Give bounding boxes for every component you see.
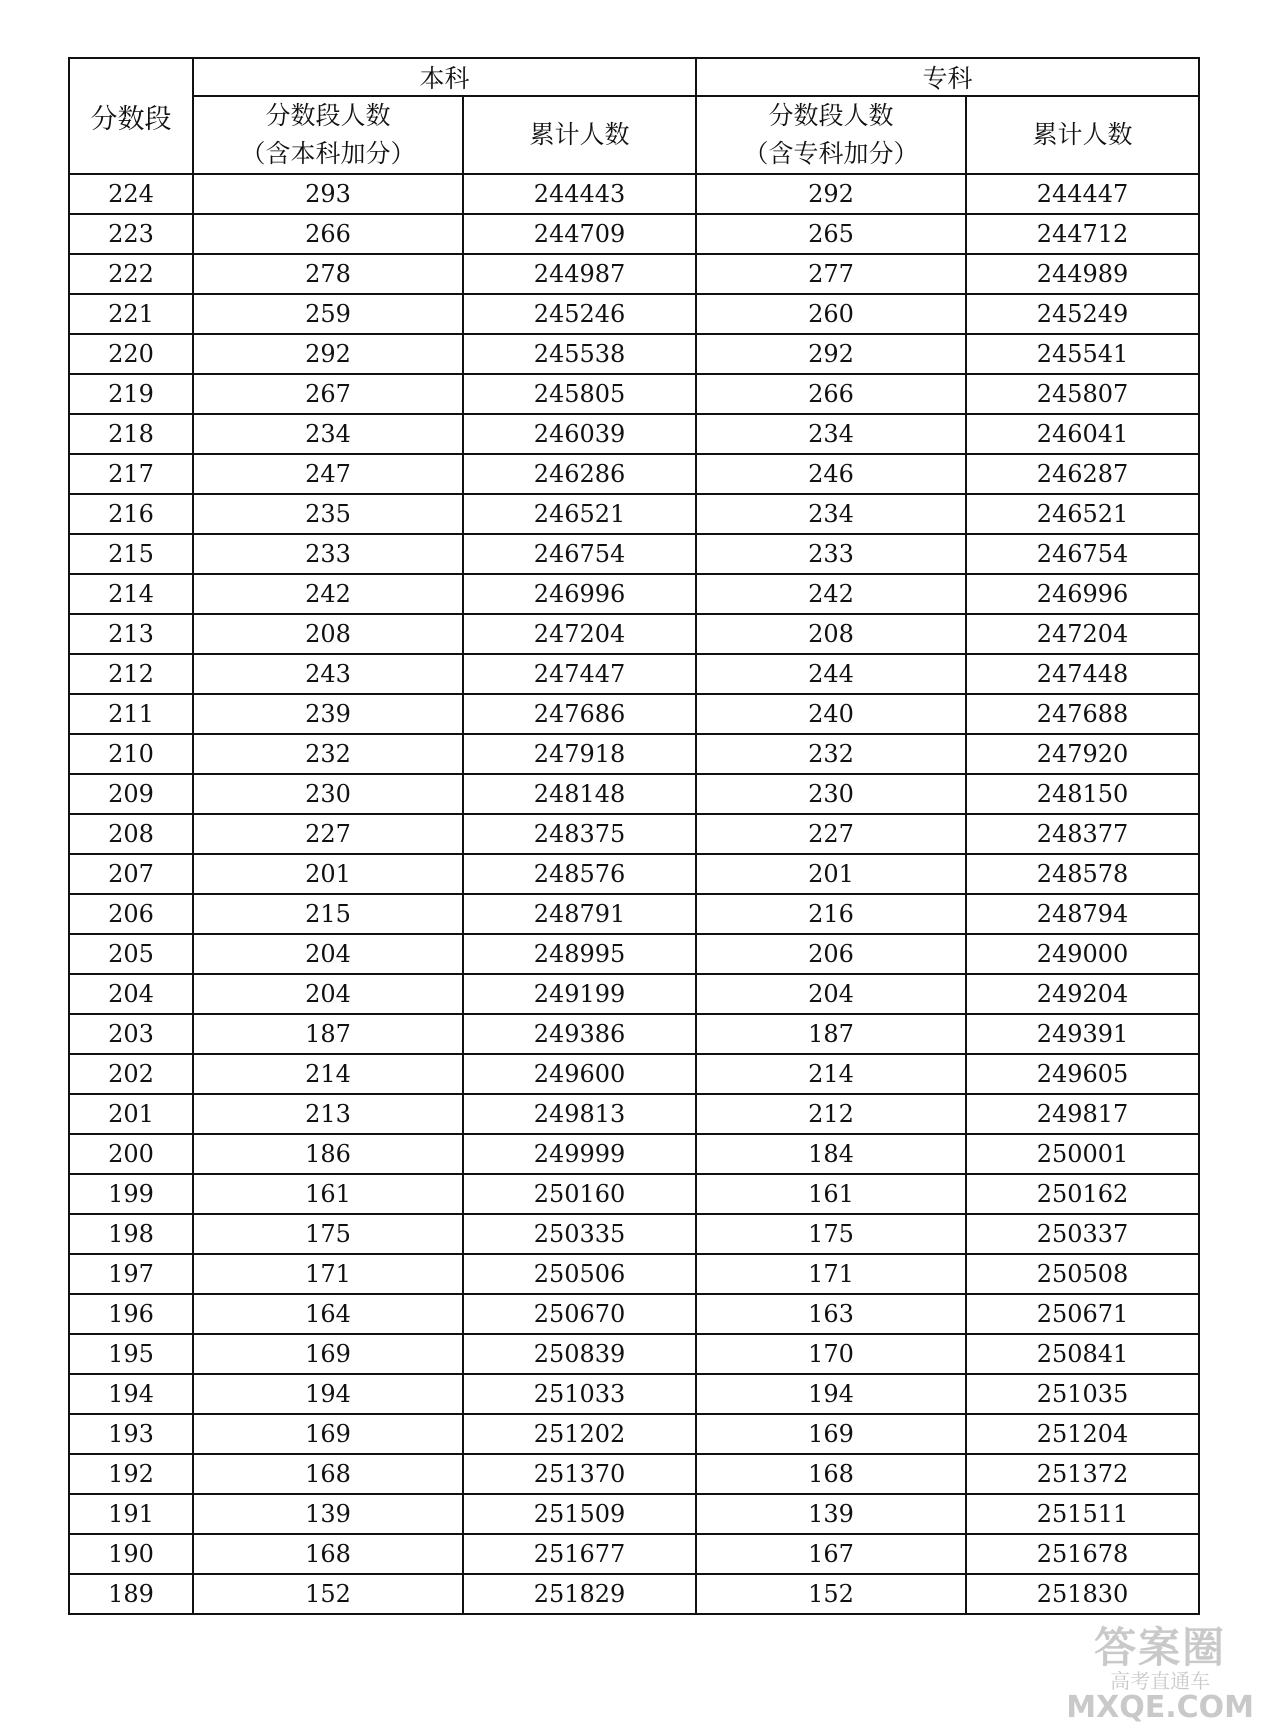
college-cumulative-cell: 250001 [966, 1134, 1199, 1174]
header-score-segment: 分数段 [69, 58, 193, 174]
college-count-cell: 187 [696, 1014, 966, 1054]
undergrad-cumulative-cell: 251829 [463, 1574, 696, 1614]
college-count-cell: 265 [696, 214, 966, 254]
undergrad-cumulative-cell: 244709 [463, 214, 696, 254]
college-count-cell: 184 [696, 1134, 966, 1174]
undergrad-cumulative-cell: 250506 [463, 1254, 696, 1294]
table-row [69, 174, 1199, 214]
college-count-cell: 201 [696, 854, 966, 894]
score-cell: 212 [69, 654, 193, 694]
college-count-cell: 216 [696, 894, 966, 934]
undergrad-count-cell: 214 [193, 1054, 463, 1094]
header-college-cumulative: 累计人数 [966, 96, 1199, 174]
college-count-cell: 266 [696, 374, 966, 414]
college-cumulative-cell: 248150 [966, 774, 1199, 814]
score-cell: 190 [69, 1534, 193, 1574]
undergrad-count-cell: 243 [193, 654, 463, 694]
college-count-cell: 234 [696, 414, 966, 454]
undergrad-count-cell: 234 [193, 414, 463, 454]
header-undergrad-count-line2: （含本科加分） [240, 139, 416, 168]
college-cumulative-cell: 249000 [966, 934, 1199, 974]
watermark-url: MXQE.COM [1066, 1690, 1254, 1725]
watermark-subtitle: 高考直通车 [1110, 1669, 1211, 1693]
watermark [1066, 1623, 1254, 1725]
score-cell: 221 [69, 294, 193, 334]
college-count-cell: 214 [696, 1054, 966, 1094]
table-row [69, 574, 1199, 614]
undergrad-count-cell: 168 [193, 1454, 463, 1494]
college-cumulative-cell: 246521 [966, 494, 1199, 534]
undergrad-count-cell: 239 [193, 694, 463, 734]
table-row [69, 734, 1199, 774]
header-undergrad-count-line1: 分数段人数 [265, 101, 391, 130]
header-undergrad-count [193, 96, 463, 174]
undergrad-count-cell: 227 [193, 814, 463, 854]
score-cell: 211 [69, 694, 193, 734]
college-cumulative-cell: 244989 [966, 254, 1199, 294]
undergrad-cumulative-cell: 248791 [463, 894, 696, 934]
college-count-cell: 175 [696, 1214, 966, 1254]
table-row [69, 1254, 1199, 1294]
undergrad-count-cell: 278 [193, 254, 463, 294]
table-row [69, 1534, 1199, 1574]
undergrad-count-cell: 187 [193, 1014, 463, 1054]
table-row [69, 1334, 1199, 1374]
score-cell: 223 [69, 214, 193, 254]
college-cumulative-cell: 250337 [966, 1214, 1199, 1254]
score-cell: 197 [69, 1254, 193, 1294]
undergrad-cumulative-cell: 250160 [463, 1174, 696, 1214]
table-row [69, 614, 1199, 654]
undergrad-cumulative-cell: 249199 [463, 974, 696, 1014]
college-count-cell: 169 [696, 1414, 966, 1454]
table-row [69, 1494, 1199, 1534]
college-count-cell: 227 [696, 814, 966, 854]
college-cumulative-cell: 244712 [966, 214, 1199, 254]
table-row [69, 1454, 1199, 1494]
college-cumulative-cell: 245807 [966, 374, 1199, 414]
college-cumulative-cell: 246754 [966, 534, 1199, 574]
college-cumulative-cell: 251204 [966, 1414, 1199, 1454]
undergrad-count-cell: 235 [193, 494, 463, 534]
college-cumulative-cell: 251678 [966, 1534, 1199, 1574]
undergrad-count-cell: 267 [193, 374, 463, 414]
college-cumulative-cell: 251035 [966, 1374, 1199, 1414]
undergrad-count-cell: 168 [193, 1534, 463, 1574]
college-cumulative-cell: 247204 [966, 614, 1199, 654]
table-row [69, 1414, 1199, 1454]
undergrad-cumulative-cell: 246039 [463, 414, 696, 454]
score-cell: 216 [69, 494, 193, 534]
table-row [69, 1294, 1199, 1334]
score-cell: 201 [69, 1094, 193, 1134]
table-row [69, 654, 1199, 694]
undergrad-count-cell: 230 [193, 774, 463, 814]
undergrad-count-cell: 169 [193, 1414, 463, 1454]
undergrad-cumulative-cell: 250839 [463, 1334, 696, 1374]
score-cell: 196 [69, 1294, 193, 1334]
undergrad-cumulative-cell: 248576 [463, 854, 696, 894]
college-count-cell: 233 [696, 534, 966, 574]
undergrad-count-cell: 208 [193, 614, 463, 654]
score-cell: 204 [69, 974, 193, 1014]
score-cell: 214 [69, 574, 193, 614]
table-row [69, 1214, 1199, 1254]
score-cell: 220 [69, 334, 193, 374]
undergrad-cumulative-cell: 248995 [463, 934, 696, 974]
table-row [69, 1014, 1199, 1054]
college-cumulative-cell: 247688 [966, 694, 1199, 734]
score-cell: 189 [69, 1574, 193, 1614]
table-row [69, 254, 1199, 294]
table-row [69, 334, 1199, 374]
college-count-cell: 170 [696, 1334, 966, 1374]
undergrad-cumulative-cell: 246286 [463, 454, 696, 494]
college-cumulative-cell: 250508 [966, 1254, 1199, 1294]
college-count-cell: 208 [696, 614, 966, 654]
college-cumulative-cell: 251511 [966, 1494, 1199, 1534]
college-cumulative-cell: 247448 [966, 654, 1199, 694]
watermark-logo: 答案圈 [1094, 1623, 1227, 1672]
undergrad-cumulative-cell: 251370 [463, 1454, 696, 1494]
score-cell: 205 [69, 934, 193, 974]
college-count-cell: 152 [696, 1574, 966, 1614]
undergrad-cumulative-cell: 249813 [463, 1094, 696, 1134]
undergrad-count-cell: 266 [193, 214, 463, 254]
undergrad-cumulative-cell: 250335 [463, 1214, 696, 1254]
score-cell: 219 [69, 374, 193, 414]
college-count-cell: 230 [696, 774, 966, 814]
score-cell: 198 [69, 1214, 193, 1254]
undergrad-cumulative-cell: 251202 [463, 1414, 696, 1454]
table-row [69, 534, 1199, 574]
college-cumulative-cell: 246996 [966, 574, 1199, 614]
header-college-count-line2: （含专科加分） [743, 139, 919, 168]
college-count-cell: 139 [696, 1494, 966, 1534]
table-row [69, 1174, 1199, 1214]
college-count-cell: 167 [696, 1534, 966, 1574]
college-cumulative-cell: 250841 [966, 1334, 1199, 1374]
undergrad-count-cell: 194 [193, 1374, 463, 1414]
undergrad-count-cell: 164 [193, 1294, 463, 1334]
undergrad-cumulative-cell: 249386 [463, 1014, 696, 1054]
undergrad-cumulative-cell: 246521 [463, 494, 696, 534]
undergrad-cumulative-cell: 245805 [463, 374, 696, 414]
undergrad-cumulative-cell: 244443 [463, 174, 696, 214]
undergrad-count-cell: 186 [193, 1134, 463, 1174]
college-cumulative-cell: 249391 [966, 1014, 1199, 1054]
score-cell: 191 [69, 1494, 193, 1534]
score-distribution-table [68, 57, 1200, 1615]
undergrad-cumulative-cell: 248148 [463, 774, 696, 814]
undergrad-count-cell: 215 [193, 894, 463, 934]
score-cell: 199 [69, 1174, 193, 1214]
undergrad-count-cell: 204 [193, 934, 463, 974]
undergrad-cumulative-cell: 244987 [463, 254, 696, 294]
college-cumulative-cell: 250671 [966, 1294, 1199, 1334]
college-count-cell: 204 [696, 974, 966, 1014]
table-row [69, 374, 1199, 414]
college-count-cell: 194 [696, 1374, 966, 1414]
table-row [69, 814, 1199, 854]
college-count-cell: 242 [696, 574, 966, 614]
college-count-cell: 161 [696, 1174, 966, 1214]
college-count-cell: 240 [696, 694, 966, 734]
undergrad-cumulative-cell: 249600 [463, 1054, 696, 1094]
table-row [69, 1094, 1199, 1134]
undergrad-cumulative-cell: 247686 [463, 694, 696, 734]
table-row [69, 1054, 1199, 1094]
undergrad-count-cell: 175 [193, 1214, 463, 1254]
score-cell: 206 [69, 894, 193, 934]
college-count-cell: 260 [696, 294, 966, 334]
score-cell: 193 [69, 1414, 193, 1454]
college-cumulative-cell: 244447 [966, 174, 1199, 214]
score-cell: 192 [69, 1454, 193, 1494]
college-cumulative-cell: 248578 [966, 854, 1199, 894]
score-cell: 194 [69, 1374, 193, 1414]
college-cumulative-cell: 248377 [966, 814, 1199, 854]
score-cell: 200 [69, 1134, 193, 1174]
undergrad-cumulative-cell: 250670 [463, 1294, 696, 1334]
score-cell: 218 [69, 414, 193, 454]
undergrad-cumulative-cell: 249999 [463, 1134, 696, 1174]
college-count-cell: 163 [696, 1294, 966, 1334]
college-cumulative-cell: 247920 [966, 734, 1199, 774]
undergrad-count-cell: 213 [193, 1094, 463, 1134]
table-row [69, 214, 1199, 254]
college-cumulative-cell: 246287 [966, 454, 1199, 494]
college-cumulative-cell: 249817 [966, 1094, 1199, 1134]
header-college-count [696, 96, 966, 174]
undergrad-count-cell: 259 [193, 294, 463, 334]
undergrad-count-cell: 232 [193, 734, 463, 774]
undergrad-count-cell: 204 [193, 974, 463, 1014]
table-row [69, 854, 1199, 894]
score-cell: 213 [69, 614, 193, 654]
score-cell: 222 [69, 254, 193, 294]
header-college: 专科 [696, 58, 1199, 96]
college-count-cell: 171 [696, 1254, 966, 1294]
score-cell: 217 [69, 454, 193, 494]
undergrad-count-cell: 242 [193, 574, 463, 614]
undergrad-count-cell: 247 [193, 454, 463, 494]
undergrad-count-cell: 152 [193, 1574, 463, 1614]
college-count-cell: 212 [696, 1094, 966, 1134]
undergrad-cumulative-cell: 247918 [463, 734, 696, 774]
score-cell: 209 [69, 774, 193, 814]
college-count-cell: 232 [696, 734, 966, 774]
table-row [69, 1134, 1199, 1174]
college-count-cell: 277 [696, 254, 966, 294]
undergrad-cumulative-cell: 245538 [463, 334, 696, 374]
college-count-cell: 292 [696, 174, 966, 214]
score-cell: 224 [69, 174, 193, 214]
table-body [69, 174, 1199, 1614]
college-count-cell: 244 [696, 654, 966, 694]
undergrad-cumulative-cell: 247447 [463, 654, 696, 694]
table-row [69, 974, 1199, 1014]
college-count-cell: 168 [696, 1454, 966, 1494]
college-count-cell: 292 [696, 334, 966, 374]
table-row [69, 454, 1199, 494]
table-row [69, 894, 1199, 934]
header-undergrad-cumulative: 累计人数 [463, 96, 696, 174]
undergrad-count-cell: 169 [193, 1334, 463, 1374]
score-cell: 202 [69, 1054, 193, 1094]
college-cumulative-cell: 249204 [966, 974, 1199, 1014]
college-cumulative-cell: 245249 [966, 294, 1199, 334]
table-row [69, 494, 1199, 534]
header-undergrad: 本科 [193, 58, 696, 96]
undergrad-cumulative-cell: 251677 [463, 1534, 696, 1574]
college-cumulative-cell: 246041 [966, 414, 1199, 454]
college-cumulative-cell: 248794 [966, 894, 1199, 934]
score-cell: 210 [69, 734, 193, 774]
table-row [69, 414, 1199, 454]
undergrad-count-cell: 201 [193, 854, 463, 894]
undergrad-count-cell: 161 [193, 1174, 463, 1214]
undergrad-count-cell: 293 [193, 174, 463, 214]
college-cumulative-cell: 249605 [966, 1054, 1199, 1094]
college-cumulative-cell: 250162 [966, 1174, 1199, 1214]
undergrad-cumulative-cell: 245246 [463, 294, 696, 334]
header-college-count-line1: 分数段人数 [768, 101, 894, 130]
score-cell: 203 [69, 1014, 193, 1054]
undergrad-cumulative-cell: 248375 [463, 814, 696, 854]
table-row [69, 294, 1199, 334]
table-row [69, 1574, 1199, 1614]
undergrad-count-cell: 292 [193, 334, 463, 374]
table-row [69, 694, 1199, 734]
college-cumulative-cell: 245541 [966, 334, 1199, 374]
table-row [69, 934, 1199, 974]
undergrad-cumulative-cell: 246996 [463, 574, 696, 614]
college-count-cell: 246 [696, 454, 966, 494]
undergrad-cumulative-cell: 246754 [463, 534, 696, 574]
table-row [69, 774, 1199, 814]
college-count-cell: 206 [696, 934, 966, 974]
undergrad-count-cell: 139 [193, 1494, 463, 1534]
undergrad-cumulative-cell: 251033 [463, 1374, 696, 1414]
undergrad-cumulative-cell: 247204 [463, 614, 696, 654]
score-cell: 207 [69, 854, 193, 894]
table-row [69, 1374, 1199, 1414]
score-cell: 215 [69, 534, 193, 574]
undergrad-count-cell: 233 [193, 534, 463, 574]
college-cumulative-cell: 251372 [966, 1454, 1199, 1494]
undergrad-count-cell: 171 [193, 1254, 463, 1294]
undergrad-cumulative-cell: 251509 [463, 1494, 696, 1534]
score-cell: 208 [69, 814, 193, 854]
college-count-cell: 234 [696, 494, 966, 534]
score-cell: 195 [69, 1334, 193, 1374]
college-cumulative-cell: 251830 [966, 1574, 1199, 1614]
